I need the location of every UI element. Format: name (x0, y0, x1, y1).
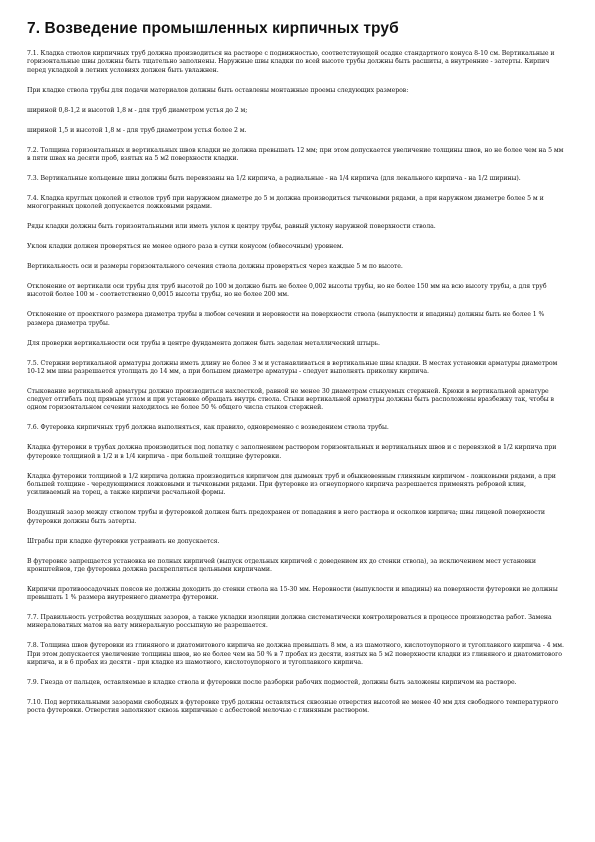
paragraph: Кладка футеровки толщиной в 1/2 кирпича должна производиться кирпичом для дымовых труб и обыкновенным глиняным кирпичом - ложковыми рядами, а при большей толщине - чередующимися ложковыми и тычковыми рядами. При футеровке из огнеупорного кирпича разрешается применять ребровой клин, усиливаемый на торец, а также кирпичи расчальной формы. (27, 472, 556, 497)
paragraph: 7.10. Под вертикальными зазорами свободных в футеровке труб должны оставляться сквозные отверстия высотой не менее 40 мм для свободного температурного роста футеровки. Отверстия заполняют сквозь кирпичные с асбестовой мелочью с глиняным раствором. (27, 698, 559, 715)
paragraph: 7.3. Вертикальные кольцевые швы должны быть перевязаны на 1/2 кирпича, а радиальные - на 1/4 кирпича (для лекального кирпича - на 1/2 ширины). (27, 174, 521, 182)
paragraph: шириной 0,8-1,2 и высотой 1,8 м - для труб диаметром устья до 2 м; (27, 106, 248, 114)
paragraph: Уклон кладки должен проверяться не менее одного раза в сутки конусом (обвесочным) уровнем. (27, 243, 344, 251)
paragraph: Стыкование вертикальной арматуры должно производиться нахлесткой, равной не менее 30 диаметрам стыкуемых стержней. Крюки в вертикальной арматуре следует отгибать под прямым углом и при установке обращать внутрь ствола. Стыки вертикальной арматуры должны быть расположены вразбежку так, чтобы в одном горизонтальном сечении находилось не более 50 % общего числа стыков стержней. (27, 387, 554, 412)
paragraph: Воздушный зазор между стволом трубы и футеровкой должен быть предохранен от попадания в него раствора и осколков кирпича; швы лицевой поверхности футеровки должны быть затерты. (27, 509, 545, 525)
paragraph: 7.4. Кладка круглых цоколей и стволов труб при наружном диаметре до 5 м должна производиться тычковыми рядами, а при наружном диаметре более 5 м и многогранных цоколей допускается ложковыми рядами. (27, 194, 544, 211)
paragraph: 7.9. Гнезда от пальцев, оставляемые в кладке ствола и футеровки после разборки рабочих подмостей, должны быть заложены кирпичом на растворе. (27, 678, 517, 686)
paragraph: 7.7. Правильность устройства воздушных зазоров, а также укладки изоляции должна систематически контролироваться в процессе производства работ. Замена минераловатных матов на вату минеральную россыпную не разрешается. (27, 614, 552, 630)
paragraph: 7.8. Толщина швов футеровки из глиняного и диатомитового кирпича не должна превышать 8 мм, а из шамотного, кислотоупорного и тугоплавкого кирпича - 4 мм. При этом допускается увеличение толщины швов, но не более чем на 50 % в 7 пробах из десяти, взятых на 5 м2 поверхности кладки из глиняного и диатомитового кирпича, и в 6 пробах из десяти - при кладке из шамотного, кислотоупорного и тугоплавкого кирпича. (27, 642, 564, 666)
paragraph: Для проверки вертикальности оси трубы в центре фундамента должен быть заделан металлический штырь. (27, 339, 380, 347)
paragraph: Отклонение от вертикали оси трубы для труб высотой до 100 м должно быть не более 0,002 высоты трубы, но не более 150 мм на всю высоту трубы, а для труб высотой более 100 м - соответственно 0,0015 высоты трубы, но не более 200 мм. (27, 283, 547, 299)
paragraph: В футеровке запрещается установка не полных кирпичей (выпуск отдельных кирпичей с доведением их до стенки ствола), за исключением мест установки кронштейнов, где футеровка должна раскрепляться цельными кирпичами. (27, 557, 536, 573)
paragraph: Вертикальность оси и размеры горизонтального сечения ствола должны проверяться через каждые 5 м по высоте. (27, 263, 403, 271)
paragraph: 7.1. Кладка стволов кирпичных труб должна производиться на растворе с подвижностью, соответствующей осадке стандартного конуса 8-10 см. Вертикальные и горизонтальные швы должны быть тщательно заполнены. Наружные швы кладки по всей высоте трубы должны быть расшиты, а внутренние - затерты. Кирпич перед укладкой в летних условиях должен быть увлажнен. (27, 50, 555, 74)
paragraph: 7.5. Стержни вертикальной арматуры должны иметь длину не более 3 м и устанавливаться в вертикальные швы кладки. В местах установки арматуры диаметром 10-12 мм швы разрешается утолщать до 14 мм, а при большем диаметре арматуры - следует выполнять приколку кирпича. (27, 359, 558, 375)
document-page (27, 20, 567, 727)
paragraph: Кладка футеровки в трубах должна производиться под лопатку с заполнением раствором горизонтальных и вертикальных швов и с перевязкой в 1/2 кирпича при футеровке толщиной в 1/2 и в 1/4 кирпича - при большей толщине футеровки. (27, 444, 557, 460)
paragraph: Штрабы при кладке футеровки устраивать не допускается. (27, 537, 220, 545)
paragraph: 7.6. Футеровка кирпичных труб должна выполняться, как правило, одновременно с возведением ствола трубы. (27, 424, 389, 432)
paragraph: Кирпичи противоосадочных поясов не должны доходить до стенки ствола на 15-30 мм. Неровности (выпуклости и впадины) на поверхности футеровки не должны превышать 1 % размера внутреннего диаметра футеровки. (27, 585, 558, 602)
paragraph: Ряды кладки должны быть горизонтальными или иметь уклон к центру трубы, равный уклону наружной поверхности ствола. (27, 223, 436, 231)
document-body (27, 50, 567, 716)
paragraph: Отклонение от проектного размера диаметра трубы в любом сечении и неровности на поверхности ствола (выпуклости и впадины) должны быть не более 1 % размера диаметра трубы. (27, 311, 545, 327)
paragraph: 7.2. Толщина горизонтальных и вертикальных швов кладки не должна превышать 12 мм; при этом допускается увеличение толщины швов, но не более чем на 5 мм в пяти швах на десяти проб, взятых на 5 м2 поверхности кладки. (27, 146, 564, 162)
paragraph: При кладке ствола трубы для подачи материалов должны быть оставлены монтажные проемы следующих размеров: (27, 86, 409, 94)
paragraph: шириной 1,5 и высотой 1,8 м - для труб диаметром устья более 2 м. (27, 126, 247, 134)
page-title: 7. Возведение промышленных кирпичных труб (27, 20, 399, 37)
